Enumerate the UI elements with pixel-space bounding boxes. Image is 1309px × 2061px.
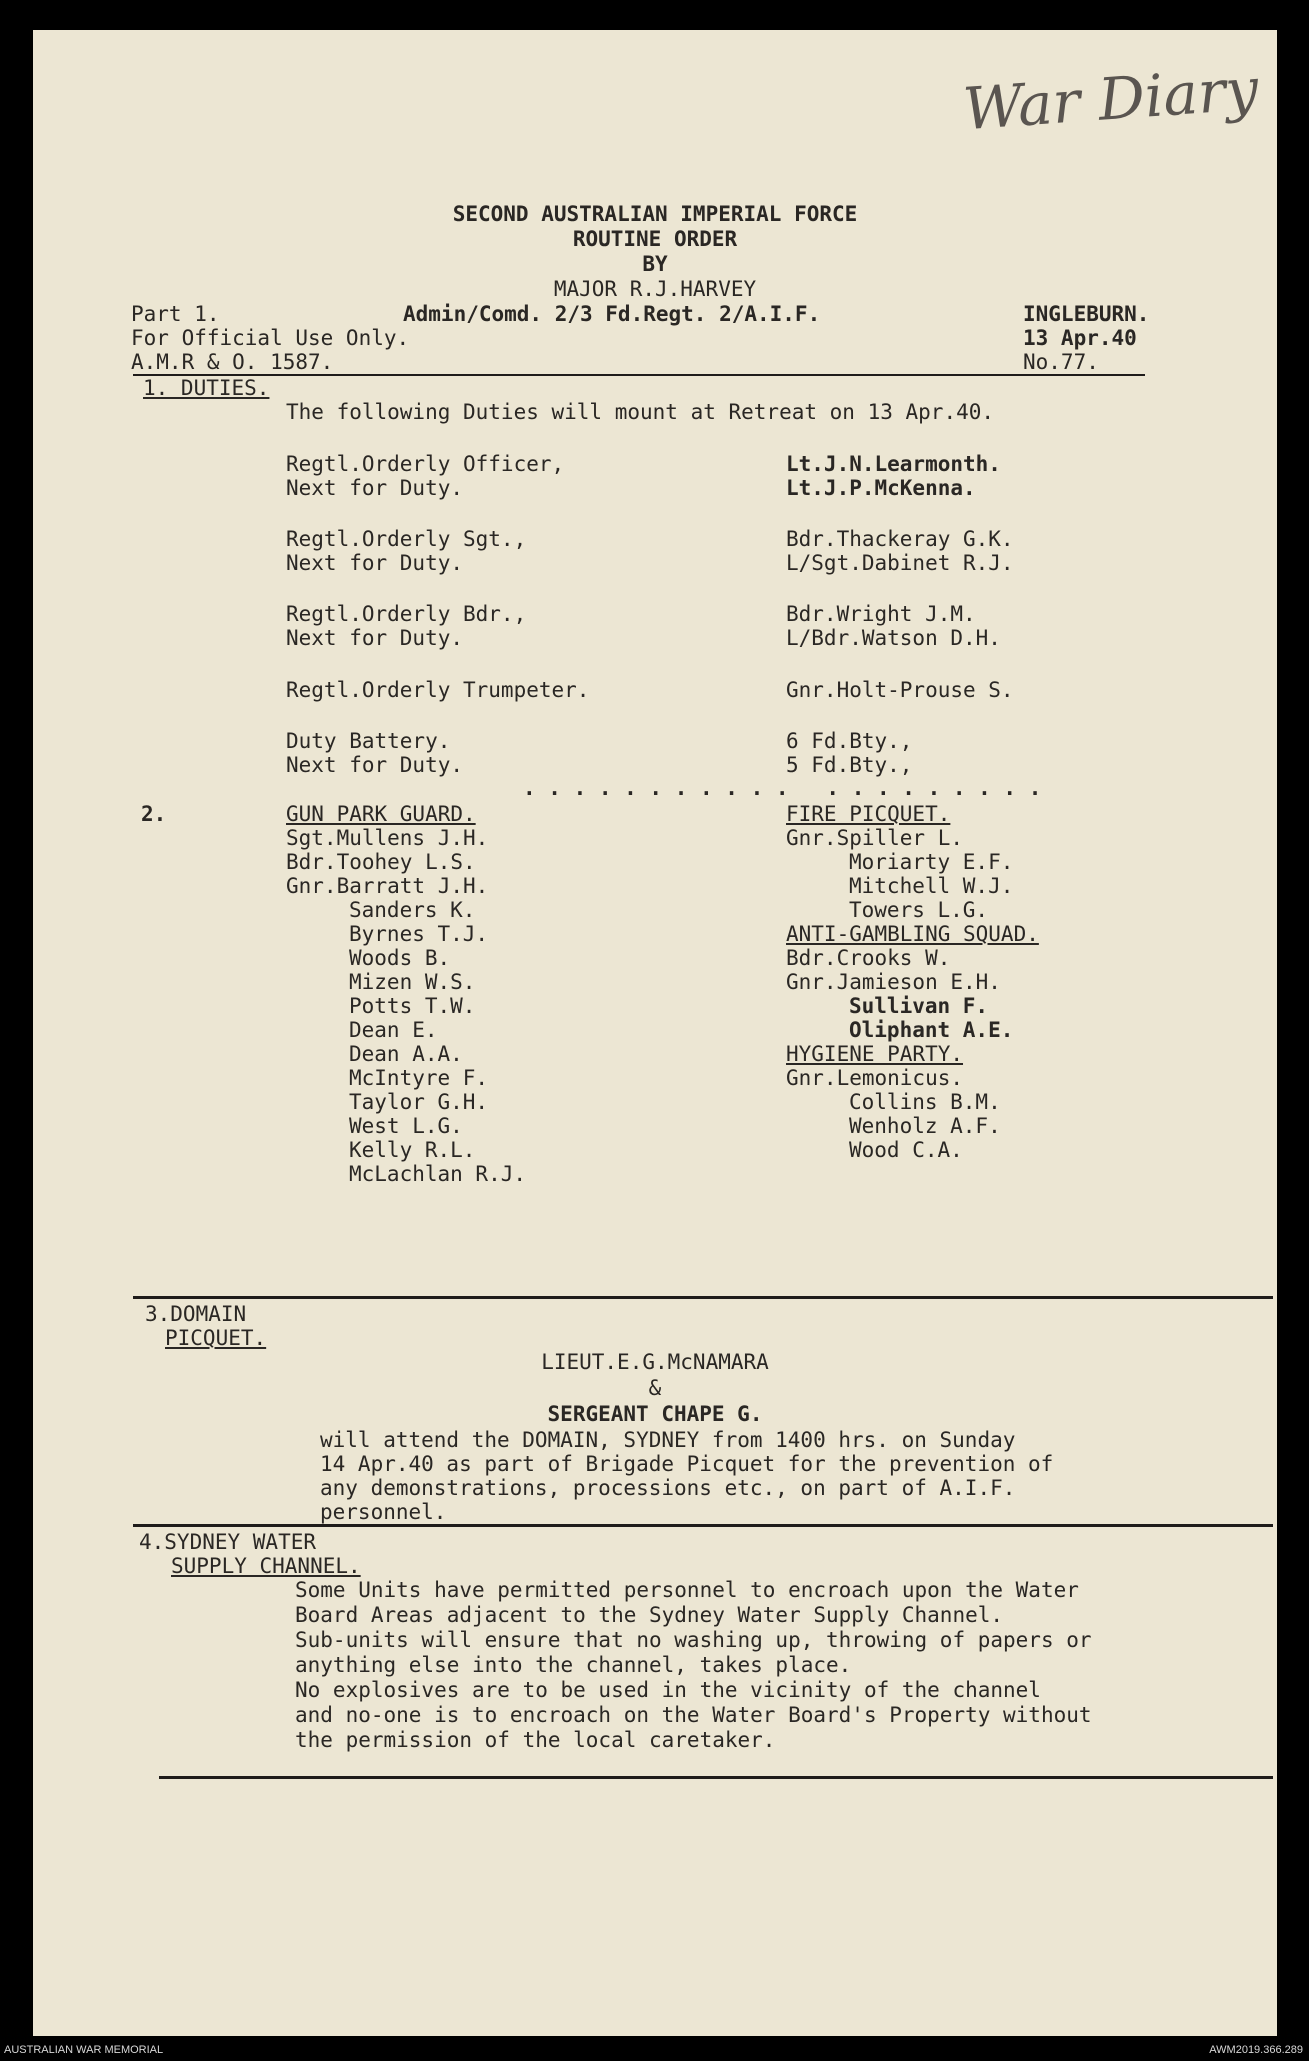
footer-left: AUSTRALIAN WAR MEMORIAL (4, 2044, 164, 2056)
water-heading-1: 4.SYDNEY WATER (139, 1530, 317, 1554)
handwritten-annotation: War Diary (960, 54, 1261, 144)
domain-heading-1: 3.DOMAIN (145, 1302, 247, 1326)
picquet-name: Mitchell W.J. (849, 874, 1014, 898)
official-use-label: For Official Use Only. (131, 326, 410, 350)
duties-heading: 1. DUTIES. (143, 376, 270, 400)
order-date: 13 Apr.40 (1023, 326, 1137, 350)
title-line-2: ROUTINE ORDER (572, 227, 738, 251)
closing-rule (159, 1776, 1273, 1779)
squad-name: Gnr.Jamieson E.H. (786, 970, 1001, 994)
duty-role: Duty Battery. (286, 729, 451, 753)
guard-name: Taylor G.H. (349, 1090, 489, 1114)
guard-name: Dean E. (349, 1018, 438, 1042)
guard-name: McLachlan R.J. (349, 1162, 527, 1186)
fire-picquet-heading: FIRE PICQUET. (786, 802, 951, 826)
duty-person: 6 Fd.Bty., (786, 729, 913, 753)
dotted-separator: . . . . . . . . . . . . . . . . . . . . (523, 776, 1042, 800)
guard-name: McIntyre F. (349, 1066, 489, 1090)
domain-text-line: will attend the DOMAIN, SYDNEY from 1400 hrs. on Sunday (320, 1428, 1016, 1452)
title-line-3: BY (642, 252, 668, 276)
duty-role: Next for Duty. (286, 626, 464, 650)
ampersand: & (648, 1376, 662, 1400)
squad-name: Sullivan F. (849, 994, 989, 1018)
party-name: Gnr.Lemonicus. (786, 1066, 964, 1090)
amro-reference: A.M.R & O. 1587. (131, 350, 334, 374)
duty-person: 5 Fd.Bty., (786, 753, 913, 777)
gun-park-guard-heading: GUN PARK GUARD. (286, 802, 476, 826)
duty-role: Next for Duty. (286, 753, 464, 777)
title-line-4: MAJOR R.J.HARVEY (553, 277, 757, 301)
section-2-number: 2. (141, 802, 167, 826)
duty-person: Bdr.Wright J.M. (786, 602, 976, 626)
title-line-1: SECOND AUSTRALIAN IMPERIAL FORCE (452, 202, 858, 226)
section-rule (133, 1296, 1273, 1299)
duties-intro: The following Duties will mount at Retreat on 13 Apr.40. (286, 400, 995, 424)
party-name: Collins B.M. (849, 1090, 1001, 1114)
guard-name: Kelly R.L. (349, 1138, 476, 1162)
duty-person: L/Bdr.Watson D.H. (786, 626, 1001, 650)
guard-name: Bdr.Toohey L.S. (286, 850, 476, 874)
guard-name: Byrnes T.J. (349, 922, 489, 946)
hygiene-party-heading: HYGIENE PARTY. (786, 1042, 964, 1066)
guard-name: Potts T.W. (349, 994, 476, 1018)
duty-person: Gnr.Holt-Prouse S. (786, 678, 1014, 702)
duty-person: Lt.J.P.McKenna. (786, 476, 976, 500)
anti-gambling-heading: ANTI-GAMBLING SQUAD. (786, 922, 1039, 946)
picquet-name: Moriarty E.F. (849, 850, 1014, 874)
duty-role: Regtl.Orderly Officer, (286, 452, 565, 476)
place-label: INGLEBURN. (1023, 302, 1150, 326)
squad-name: Bdr.Crooks W. (786, 946, 951, 970)
order-number: No.77. (1023, 350, 1099, 374)
guard-name: Sanders K. (349, 898, 476, 922)
water-text-line: No explosives are to be used in the vicinity of the channel (295, 1678, 1041, 1702)
guard-name: Mizen W.S. (349, 970, 476, 994)
guard-name: Gnr.Barratt J.H. (286, 874, 489, 898)
duty-person: Bdr.Thackeray G.K. (786, 527, 1014, 551)
party-name: Wenholz A.F. (849, 1114, 1001, 1138)
footer-right: AWM2019.366.289 (1209, 2044, 1303, 2056)
duty-role: Regtl.Orderly Bdr., (286, 602, 527, 626)
duty-person: Lt.J.N.Learmonth. (786, 452, 1001, 476)
domain-heading-2: PICQUET. (165, 1326, 267, 1350)
picquet-officer: LIEUT.E.G.McNAMARA (541, 1350, 769, 1374)
guard-name: West L.G. (349, 1114, 463, 1138)
duty-role: Regtl.Orderly Trumpeter. (286, 678, 590, 702)
duty-role: Regtl.Orderly Sgt., (286, 527, 527, 551)
water-heading-2: SUPPLY CHANNEL. (171, 1554, 361, 1578)
guard-name: Sgt.Mullens J.H. (286, 826, 489, 850)
section-rule (133, 1524, 1273, 1527)
water-text-line: Board Areas adjacent to the Sydney Water Supply Channel. (295, 1603, 1004, 1627)
picquet-sergeant: SERGEANT CHAPE G. (547, 1402, 763, 1426)
domain-text-line: personnel. (320, 1500, 447, 1524)
water-text-line: the permission of the local caretaker. (295, 1728, 776, 1752)
water-text-line: and no-one is to encroach on the Water Board's Property without (295, 1703, 1092, 1727)
domain-text-line: any demonstrations, processions etc., on part of A.I.F. (320, 1476, 1016, 1500)
document-sheet (33, 30, 1277, 2036)
duty-role: Next for Duty. (286, 551, 464, 575)
guard-name: Woods B. (349, 946, 451, 970)
squad-name: Oliphant A.E. (849, 1018, 1014, 1042)
part-label: Part 1. (131, 302, 220, 326)
guard-name: Dean A.A. (349, 1042, 463, 1066)
duty-person: L/Sgt.Dabinet R.J. (786, 551, 1014, 575)
picquet-name: Gnr.Spiller L. (786, 826, 964, 850)
unit-label: Admin/Comd. 2/3 Fd.Regt. 2/A.I.F. (403, 302, 821, 326)
water-text-line: Some Units have permitted personnel to encroach upon the Water (295, 1578, 1079, 1602)
domain-text-line: 14 Apr.40 as part of Brigade Picquet for the prevention of (320, 1452, 1054, 1476)
picquet-name: Towers L.G. (849, 898, 989, 922)
header-rule (133, 374, 1145, 376)
duty-role: Next for Duty. (286, 476, 464, 500)
water-text-line: Sub-units will ensure that no washing up, throwing of papers or (295, 1628, 1092, 1652)
party-name: Wood C.A. (849, 1138, 963, 1162)
water-text-line: anything else into the channel, takes place. (295, 1653, 852, 1677)
